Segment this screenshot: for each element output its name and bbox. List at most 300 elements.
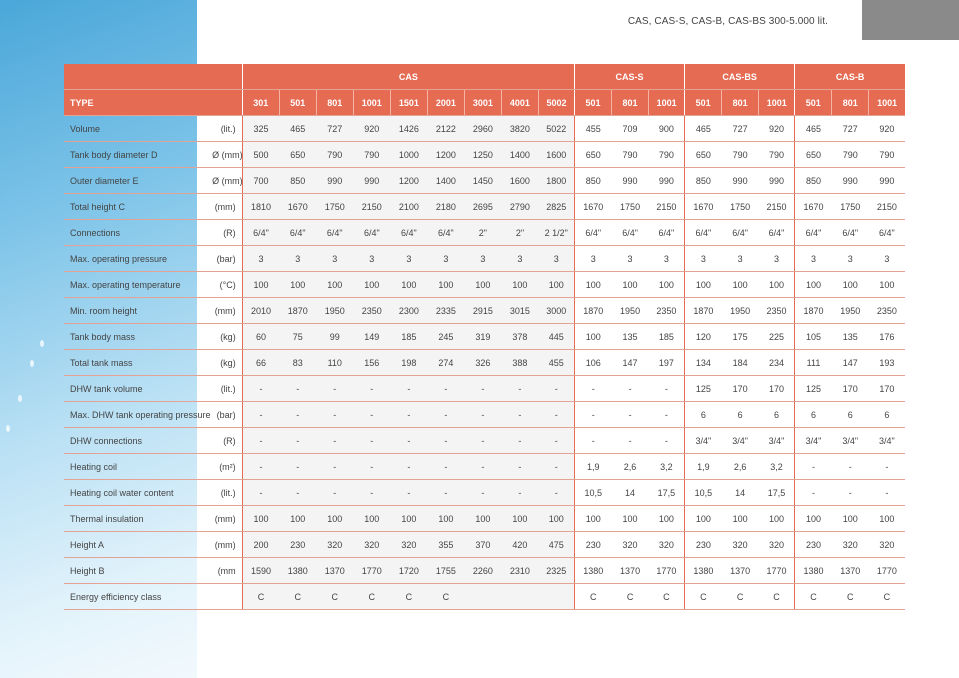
value-cell: 1380 bbox=[795, 558, 832, 584]
value-cell: 100 bbox=[795, 272, 832, 298]
value-cell: 3/4" bbox=[832, 428, 869, 454]
value-cell: 1670 bbox=[685, 194, 722, 220]
value-cell: 2310 bbox=[501, 558, 538, 584]
value-cell: 388 bbox=[501, 350, 538, 376]
unit-label: (lit.) bbox=[212, 480, 242, 506]
value-cell: 455 bbox=[575, 116, 612, 142]
value-cell: 2100 bbox=[390, 194, 427, 220]
unit-label: (kg) bbox=[212, 324, 242, 350]
value-cell: - bbox=[390, 376, 427, 402]
table-row bbox=[64, 194, 905, 220]
value-cell: 198 bbox=[390, 350, 427, 376]
value-cell: - bbox=[538, 428, 574, 454]
value-cell: 2915 bbox=[464, 298, 501, 324]
value-cell: 2150 bbox=[759, 194, 795, 220]
value-cell: 378 bbox=[501, 324, 538, 350]
value-cell: 100 bbox=[464, 272, 501, 298]
value-cell: 2" bbox=[464, 220, 501, 246]
value-cell: 1000 bbox=[390, 142, 427, 168]
value-cell: 175 bbox=[722, 324, 759, 350]
value-cell: 100 bbox=[795, 506, 832, 532]
value-cell: - bbox=[649, 428, 685, 454]
value-cell: 225 bbox=[759, 324, 795, 350]
water-drop-icon bbox=[40, 340, 44, 347]
parameter-label: Energy efficiency class bbox=[64, 584, 212, 610]
value-cell: 3820 bbox=[501, 116, 538, 142]
parameter-label: Max. operating pressure bbox=[64, 246, 212, 272]
value-cell: 100 bbox=[316, 506, 353, 532]
value-cell: 2260 bbox=[464, 558, 501, 584]
value-cell: 10,5 bbox=[575, 480, 612, 506]
value-cell: - bbox=[242, 376, 279, 402]
value-cell: 2010 bbox=[242, 298, 279, 324]
model-header: 5002 bbox=[538, 90, 574, 116]
value-cell: 1250 bbox=[464, 142, 501, 168]
value-cell: 1370 bbox=[316, 558, 353, 584]
value-cell: - bbox=[575, 402, 612, 428]
value-cell: 1380 bbox=[685, 558, 722, 584]
table-row bbox=[64, 376, 905, 402]
value-cell: 156 bbox=[353, 350, 390, 376]
parameter-label: Volume bbox=[64, 116, 212, 142]
value-cell: 17,5 bbox=[759, 480, 795, 506]
value-cell: 3,2 bbox=[649, 454, 685, 480]
value-cell: 1770 bbox=[869, 558, 905, 584]
value-cell: 3000 bbox=[538, 298, 574, 324]
value-cell: - bbox=[869, 480, 905, 506]
value-cell: 3 bbox=[427, 246, 464, 272]
value-cell: - bbox=[390, 454, 427, 480]
unit-label: (m²) bbox=[212, 454, 242, 480]
model-header: 1501 bbox=[390, 90, 427, 116]
value-cell: 110 bbox=[316, 350, 353, 376]
value-cell: 99 bbox=[316, 324, 353, 350]
value-cell: 100 bbox=[501, 272, 538, 298]
value-cell: 147 bbox=[612, 350, 649, 376]
value-cell: 1370 bbox=[832, 558, 869, 584]
value-cell: 420 bbox=[501, 532, 538, 558]
value-cell: - bbox=[612, 402, 649, 428]
value-cell: 3 bbox=[353, 246, 390, 272]
value-cell: 100 bbox=[685, 506, 722, 532]
value-cell: 193 bbox=[869, 350, 905, 376]
value-cell: - bbox=[279, 402, 316, 428]
value-cell: - bbox=[279, 454, 316, 480]
value-cell: - bbox=[795, 454, 832, 480]
value-cell: 3 bbox=[242, 246, 279, 272]
value-cell: 1,9 bbox=[575, 454, 612, 480]
value-cell: - bbox=[832, 480, 869, 506]
value-cell: 455 bbox=[538, 350, 574, 376]
model-header: 2001 bbox=[427, 90, 464, 116]
parameter-label: DHW connections bbox=[64, 428, 212, 454]
parameter-label: Min. room height bbox=[64, 298, 212, 324]
value-cell: C bbox=[612, 584, 649, 610]
value-cell: 100 bbox=[353, 506, 390, 532]
table-row bbox=[64, 116, 905, 142]
table-row bbox=[64, 324, 905, 350]
value-cell: 100 bbox=[612, 506, 649, 532]
value-cell: 990 bbox=[353, 168, 390, 194]
value-cell: 727 bbox=[722, 116, 759, 142]
unit-label: Ø (mm) bbox=[212, 142, 242, 168]
value-cell bbox=[501, 584, 538, 610]
value-cell: 320 bbox=[832, 532, 869, 558]
value-cell: - bbox=[353, 480, 390, 506]
parameter-label: Tank body mass bbox=[64, 324, 212, 350]
value-cell: 1950 bbox=[612, 298, 649, 324]
value-cell: - bbox=[242, 454, 279, 480]
water-drop-icon bbox=[30, 360, 34, 367]
value-cell: 990 bbox=[612, 168, 649, 194]
value-cell: 650 bbox=[279, 142, 316, 168]
value-cell: 200 bbox=[242, 532, 279, 558]
value-cell: 3/4" bbox=[759, 428, 795, 454]
value-cell: 100 bbox=[612, 272, 649, 298]
table-row bbox=[64, 350, 905, 376]
value-cell: 3/4" bbox=[685, 428, 722, 454]
value-cell: - bbox=[832, 454, 869, 480]
model-header: 501 bbox=[685, 90, 722, 116]
value-cell: 1810 bbox=[242, 194, 279, 220]
parameter-label: Max. DHW tank operating pressure bbox=[64, 402, 212, 428]
unit-label: (kg) bbox=[212, 350, 242, 376]
value-cell: 2,6 bbox=[612, 454, 649, 480]
value-cell: C bbox=[649, 584, 685, 610]
table-row bbox=[64, 402, 905, 428]
value-cell: 650 bbox=[685, 142, 722, 168]
value-cell: 134 bbox=[685, 350, 722, 376]
value-cell: 1755 bbox=[427, 558, 464, 584]
value-cell: 1870 bbox=[279, 298, 316, 324]
value-cell: - bbox=[353, 428, 390, 454]
value-cell: 6 bbox=[722, 402, 759, 428]
value-cell: 2122 bbox=[427, 116, 464, 142]
value-cell: 320 bbox=[649, 532, 685, 558]
value-cell: 100 bbox=[722, 272, 759, 298]
value-cell: 790 bbox=[316, 142, 353, 168]
value-cell: 105 bbox=[795, 324, 832, 350]
value-cell: 2335 bbox=[427, 298, 464, 324]
value-cell: 790 bbox=[612, 142, 649, 168]
table-row bbox=[64, 428, 905, 454]
value-cell: 3 bbox=[612, 246, 649, 272]
value-cell: - bbox=[353, 376, 390, 402]
value-cell: 465 bbox=[685, 116, 722, 142]
value-cell: 1380 bbox=[279, 558, 316, 584]
value-cell: 135 bbox=[832, 324, 869, 350]
model-header: 3001 bbox=[464, 90, 501, 116]
value-cell: 6/4" bbox=[575, 220, 612, 246]
unit-label: (mm bbox=[212, 558, 242, 584]
value-cell: 3 bbox=[575, 246, 612, 272]
value-cell: 320 bbox=[390, 532, 427, 558]
parameter-label: Height B bbox=[64, 558, 212, 584]
value-cell: 100 bbox=[279, 506, 316, 532]
value-cell: 1870 bbox=[795, 298, 832, 324]
value-cell: 920 bbox=[869, 116, 905, 142]
value-cell: 465 bbox=[795, 116, 832, 142]
value-cell: - bbox=[501, 402, 538, 428]
value-cell: 6/4" bbox=[316, 220, 353, 246]
value-cell: - bbox=[501, 428, 538, 454]
model-header: 1001 bbox=[353, 90, 390, 116]
value-cell: 320 bbox=[353, 532, 390, 558]
value-cell: 6 bbox=[795, 402, 832, 428]
value-cell: 3 bbox=[538, 246, 574, 272]
value-cell: 125 bbox=[795, 376, 832, 402]
model-header: 501 bbox=[575, 90, 612, 116]
model-header: 301 bbox=[242, 90, 279, 116]
value-cell: 790 bbox=[649, 142, 685, 168]
value-cell: 2" bbox=[501, 220, 538, 246]
value-cell: C bbox=[427, 584, 464, 610]
value-cell: 3/4" bbox=[869, 428, 905, 454]
group-header-cas-s: CAS-S bbox=[575, 64, 685, 90]
value-cell: - bbox=[427, 454, 464, 480]
value-cell: - bbox=[316, 480, 353, 506]
value-cell: - bbox=[427, 480, 464, 506]
specification-table bbox=[64, 64, 905, 610]
value-cell: 1370 bbox=[722, 558, 759, 584]
value-cell: 990 bbox=[869, 168, 905, 194]
value-cell: 6/4" bbox=[722, 220, 759, 246]
value-cell: - bbox=[795, 480, 832, 506]
value-cell: 3 bbox=[464, 246, 501, 272]
value-cell: 1426 bbox=[390, 116, 427, 142]
value-cell: 1770 bbox=[759, 558, 795, 584]
value-cell: 100 bbox=[242, 272, 279, 298]
model-header: 801 bbox=[316, 90, 353, 116]
value-cell: 6/4" bbox=[759, 220, 795, 246]
parameter-label: Max. operating temperature bbox=[64, 272, 212, 298]
value-cell: 185 bbox=[649, 324, 685, 350]
value-cell: - bbox=[279, 376, 316, 402]
water-drop-icon bbox=[6, 425, 10, 432]
parameter-label: Heating coil bbox=[64, 454, 212, 480]
value-cell: 75 bbox=[279, 324, 316, 350]
model-header: 801 bbox=[722, 90, 759, 116]
value-cell: 790 bbox=[869, 142, 905, 168]
value-cell: - bbox=[427, 376, 464, 402]
value-cell: 709 bbox=[612, 116, 649, 142]
value-cell: - bbox=[464, 428, 501, 454]
value-cell: 6/4" bbox=[279, 220, 316, 246]
value-cell: 120 bbox=[685, 324, 722, 350]
unit-label: (mm) bbox=[212, 194, 242, 220]
value-cell: 234 bbox=[759, 350, 795, 376]
model-header: 1001 bbox=[869, 90, 905, 116]
value-cell: 475 bbox=[538, 532, 574, 558]
value-cell: - bbox=[353, 454, 390, 480]
value-cell: 2180 bbox=[427, 194, 464, 220]
value-cell: 6/4" bbox=[832, 220, 869, 246]
parameter-label: Outer diameter E bbox=[64, 168, 212, 194]
parameter-label: Total tank mass bbox=[64, 350, 212, 376]
value-cell: 66 bbox=[242, 350, 279, 376]
value-cell: 2300 bbox=[390, 298, 427, 324]
value-cell: 245 bbox=[427, 324, 464, 350]
corner-tab bbox=[862, 0, 959, 40]
value-cell: - bbox=[575, 428, 612, 454]
value-cell: - bbox=[279, 428, 316, 454]
value-cell: 17,5 bbox=[649, 480, 685, 506]
value-cell bbox=[464, 584, 501, 610]
value-cell: C bbox=[242, 584, 279, 610]
value-cell: 274 bbox=[427, 350, 464, 376]
model-header: 1001 bbox=[649, 90, 685, 116]
value-cell: 100 bbox=[759, 506, 795, 532]
value-cell: 2695 bbox=[464, 194, 501, 220]
table-row bbox=[64, 480, 905, 506]
value-cell: 2325 bbox=[538, 558, 574, 584]
value-cell: 370 bbox=[464, 532, 501, 558]
value-cell: 1950 bbox=[722, 298, 759, 324]
value-cell: - bbox=[464, 402, 501, 428]
value-cell: 6/4" bbox=[427, 220, 464, 246]
value-cell: 5022 bbox=[538, 116, 574, 142]
model-header: 801 bbox=[612, 90, 649, 116]
value-cell: 850 bbox=[685, 168, 722, 194]
value-cell: 230 bbox=[279, 532, 316, 558]
value-cell: 100 bbox=[869, 506, 905, 532]
value-cell: 100 bbox=[464, 506, 501, 532]
value-cell: 1770 bbox=[649, 558, 685, 584]
value-cell: 1590 bbox=[242, 558, 279, 584]
value-cell: 100 bbox=[649, 272, 685, 298]
value-cell: 230 bbox=[795, 532, 832, 558]
value-cell: 1200 bbox=[427, 142, 464, 168]
value-cell: 100 bbox=[649, 506, 685, 532]
value-cell: 6 bbox=[685, 402, 722, 428]
value-cell: 355 bbox=[427, 532, 464, 558]
value-cell: 230 bbox=[685, 532, 722, 558]
value-cell: 920 bbox=[759, 116, 795, 142]
value-cell: - bbox=[316, 376, 353, 402]
value-cell: 6/4" bbox=[612, 220, 649, 246]
unit-label: (mm) bbox=[212, 298, 242, 324]
value-cell: 320 bbox=[869, 532, 905, 558]
value-cell: 325 bbox=[242, 116, 279, 142]
value-cell: 197 bbox=[649, 350, 685, 376]
value-cell: 990 bbox=[316, 168, 353, 194]
value-cell: 1200 bbox=[390, 168, 427, 194]
group-header-cas-b: CAS-B bbox=[795, 64, 905, 90]
value-cell: 1670 bbox=[795, 194, 832, 220]
value-cell: 3 bbox=[316, 246, 353, 272]
value-cell: 990 bbox=[759, 168, 795, 194]
unit-label: (bar) bbox=[212, 402, 242, 428]
model-header-row bbox=[64, 90, 905, 116]
value-cell: 6/4" bbox=[242, 220, 279, 246]
value-cell: 727 bbox=[832, 116, 869, 142]
value-cell: 3,2 bbox=[759, 454, 795, 480]
value-cell: - bbox=[501, 376, 538, 402]
value-cell: - bbox=[242, 428, 279, 454]
value-cell: 700 bbox=[242, 168, 279, 194]
value-cell: 83 bbox=[279, 350, 316, 376]
value-cell: 727 bbox=[316, 116, 353, 142]
value-cell: 1670 bbox=[575, 194, 612, 220]
value-cell: 1,9 bbox=[685, 454, 722, 480]
value-cell: - bbox=[316, 402, 353, 428]
value-cell: 100 bbox=[832, 506, 869, 532]
value-cell: 170 bbox=[759, 376, 795, 402]
value-cell: 6 bbox=[869, 402, 905, 428]
table-row bbox=[64, 506, 905, 532]
value-cell: 100 bbox=[685, 272, 722, 298]
value-cell: 920 bbox=[353, 116, 390, 142]
parameter-label: Total height C bbox=[64, 194, 212, 220]
value-cell: 2350 bbox=[649, 298, 685, 324]
unit-label: (R) bbox=[212, 428, 242, 454]
value-cell: 100 bbox=[390, 506, 427, 532]
value-cell: 3/4" bbox=[722, 428, 759, 454]
value-cell: 319 bbox=[464, 324, 501, 350]
table-row bbox=[64, 584, 905, 610]
value-cell: 100 bbox=[427, 506, 464, 532]
value-cell: - bbox=[538, 480, 574, 506]
table-row bbox=[64, 246, 905, 272]
value-cell: 320 bbox=[759, 532, 795, 558]
value-cell: 100 bbox=[832, 272, 869, 298]
value-cell: - bbox=[575, 376, 612, 402]
value-cell: C bbox=[722, 584, 759, 610]
unit-label: (R) bbox=[212, 220, 242, 246]
value-cell: - bbox=[869, 454, 905, 480]
group-header-cas: CAS bbox=[242, 64, 574, 90]
model-header: 801 bbox=[832, 90, 869, 116]
unit-label: (lit.) bbox=[212, 376, 242, 402]
value-cell: - bbox=[501, 480, 538, 506]
model-header: 4001 bbox=[501, 90, 538, 116]
value-cell: 3 bbox=[832, 246, 869, 272]
table-row bbox=[64, 272, 905, 298]
water-drop-icon bbox=[18, 395, 22, 402]
value-cell: 1600 bbox=[538, 142, 574, 168]
value-cell: 10,5 bbox=[685, 480, 722, 506]
value-cell: - bbox=[464, 480, 501, 506]
value-cell: 3 bbox=[279, 246, 316, 272]
value-cell: 1670 bbox=[279, 194, 316, 220]
type-label: TYPE bbox=[64, 90, 242, 116]
value-cell: 184 bbox=[722, 350, 759, 376]
parameter-label: Height A bbox=[64, 532, 212, 558]
value-cell: 2350 bbox=[759, 298, 795, 324]
value-cell: 100 bbox=[575, 272, 612, 298]
model-header: 501 bbox=[795, 90, 832, 116]
table-row bbox=[64, 454, 905, 480]
value-cell: 650 bbox=[575, 142, 612, 168]
value-cell: C bbox=[575, 584, 612, 610]
value-cell: 125 bbox=[685, 376, 722, 402]
value-cell: - bbox=[538, 454, 574, 480]
value-cell: - bbox=[649, 402, 685, 428]
value-cell: - bbox=[501, 454, 538, 480]
value-cell: C bbox=[685, 584, 722, 610]
value-cell: 3/4" bbox=[795, 428, 832, 454]
value-cell: 100 bbox=[390, 272, 427, 298]
value-cell: - bbox=[612, 428, 649, 454]
value-cell: - bbox=[612, 376, 649, 402]
value-cell: - bbox=[538, 376, 574, 402]
value-cell: 2350 bbox=[869, 298, 905, 324]
table-row bbox=[64, 298, 905, 324]
value-cell: 106 bbox=[575, 350, 612, 376]
value-cell: - bbox=[242, 402, 279, 428]
value-cell: 230 bbox=[575, 532, 612, 558]
value-cell: - bbox=[649, 376, 685, 402]
